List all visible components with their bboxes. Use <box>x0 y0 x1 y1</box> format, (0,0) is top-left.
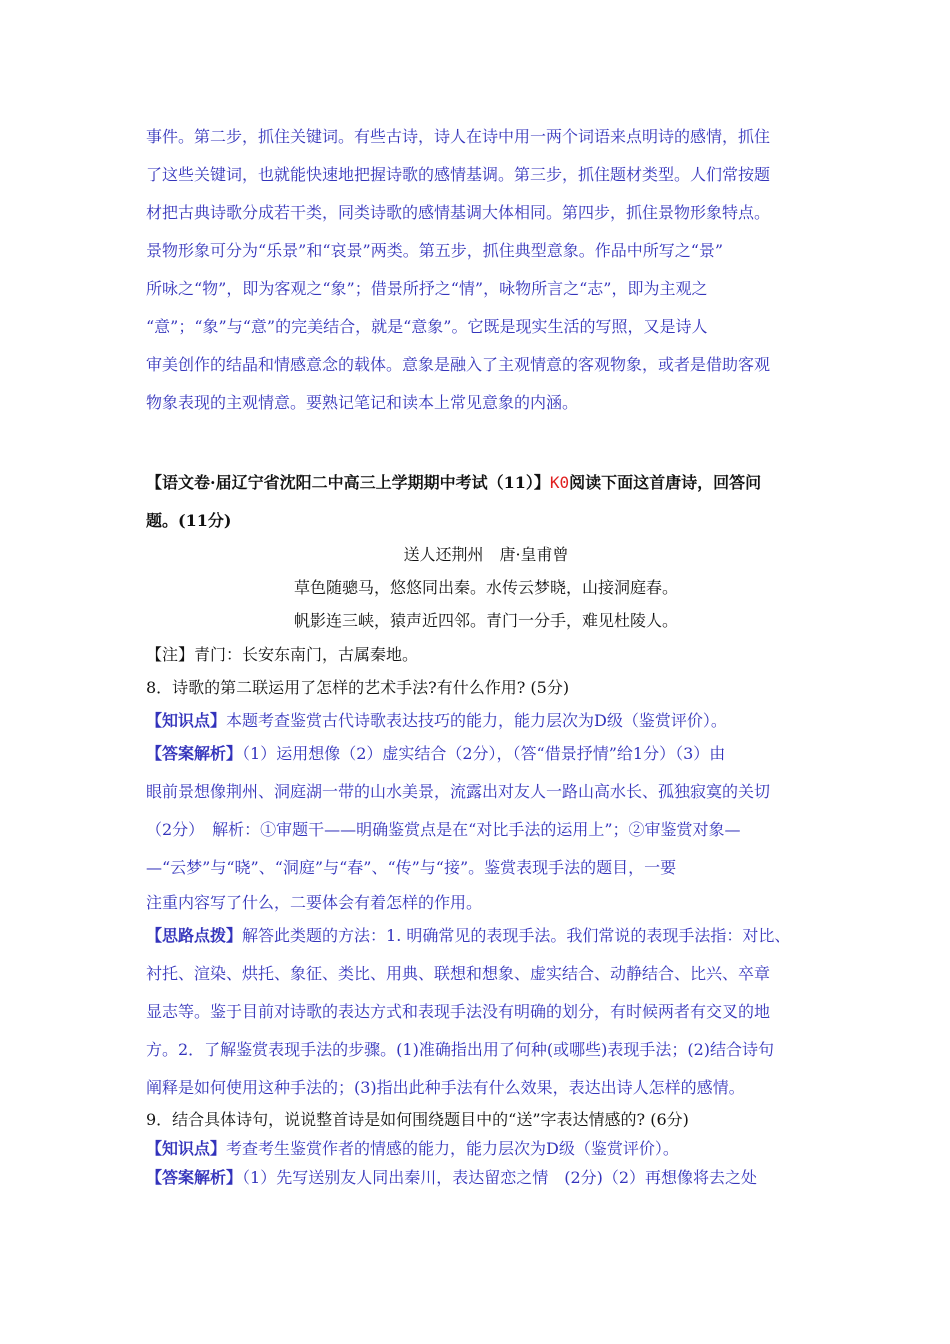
paragraph-line: 物象表现的主观情意。要熟记笔记和读本上常见意象的内涵。 <box>146 393 579 412</box>
poem-note: 【注】青门：长安东南门，古属秦地。 <box>146 645 419 664</box>
paragraph-line: 了这些关键词，也就能快速地把握诗歌的感情基调。第三步，抓住题材类型。人们常按题 <box>146 165 771 184</box>
question-prompt: 阅读下面这首唐诗，回答问 <box>569 473 762 492</box>
q8-tips-line <box>146 926 826 946</box>
q8-tips-line: 衬托、渲染、烘托、象征、类比、用典、联想和想象、虚实结合、动静结合、比兴、卒章 <box>146 964 771 983</box>
knowledge-text: 本题考查鉴赏古代诗歌表达技巧的能力，能力层次为D级（鉴赏评价）。 <box>226 711 727 730</box>
question-prompt-continued: 题。(11分) <box>146 511 232 530</box>
answer-text: （1）先写送别友人同出秦川，表达留恋之情 (2分)（2）再想像将去之处 <box>242 1168 758 1187</box>
poem-title: 送人还荆州 唐·皇甫曾 <box>403 545 569 564</box>
poem-line: 草色随骢马，悠悠同出秦。水传云梦晓，山接洞庭春。 <box>293 578 678 597</box>
q8-answer-line: 注重内容写了什么，二要体会有着怎样的作用。 <box>146 893 483 912</box>
knowledge-label: 【知识点】 <box>146 1139 227 1158</box>
question-source: 【语文卷·届辽宁省沈阳二中高三上学期期中考试（11）】 <box>146 473 550 492</box>
q8-answer-line: —“云梦”与“晓”、“洞庭”与“春”、“传”与“接”。鉴赏表现手法的题目，一要 <box>146 858 677 877</box>
question-9: 9．结合具体诗句，说说整首诗是如何围绕题目中的“送”字表达情感的? (6分) <box>146 1110 689 1129</box>
paragraph-line: 材把古典诗歌分成若干类，同类诗歌的感情基调大体相同。第四步，抓住景物形象特点。 <box>146 203 771 222</box>
paragraph-line: 景物形象可分为“乐景”和“哀景”两类。第五步，抓住典型意象。作品中所写之“景” <box>146 241 724 260</box>
paragraph-line: “意”；“象”与“意”的完美结合，就是“意象”。它既是现实生活的写照，又是诗人 <box>146 317 708 336</box>
q9-knowledge-point <box>146 1139 826 1159</box>
q8-answer-line <box>146 744 826 764</box>
paragraph-line: 所咏之“物”，即为客观之“象”；借景所抒之“情”，咏物所言之“志”，即为主观之 <box>146 279 708 298</box>
q8-knowledge-point <box>146 711 826 731</box>
q8-answer-line: 眼前景想像荆州、洞庭湖一带的山水美景，流露出对友人一路山高水长、孤独寂寞的关切 <box>146 782 771 801</box>
answer-label: 【答案解析】 <box>146 1168 243 1187</box>
q8-tips-line: 显志等。鉴于目前对诗歌的表达方式和表现手法没有明确的划分，有时候两者有交叉的地 <box>146 1002 771 1021</box>
tips-text: 解答此类题的方法：1. 明确常见的表现手法。我们常说的表现手法指：对比、 <box>242 926 791 945</box>
paragraph-line: 事件。第二步，抓住关键词。有些古诗，诗人在诗中用一两个词语来点明诗的感情，抓住 <box>146 127 771 146</box>
knowledge-label: 【知识点】 <box>146 711 227 730</box>
question-header <box>146 473 826 493</box>
tips-label: 【思路点拨】 <box>146 926 243 945</box>
q8-tips-line: 方。2．了解鉴赏表现手法的步骤。(1)准确指出用了何种(或哪些)表现手法；(2)结合诗句 <box>146 1040 774 1059</box>
q9-answer-line <box>146 1168 826 1188</box>
knowledge-text: 考查考生鉴赏作者的情感的能力，能力层次为D级（鉴赏评价）。 <box>226 1139 679 1158</box>
paragraph-line: 审美创作的结晶和情感意念的载体。意象是融入了主观情意的客观物象，或者是借助客观 <box>146 355 771 374</box>
q8-answer-line: （2分） 解析：①审题干——明确鉴赏点是在“对比手法的运用上”；②审鉴赏对象— <box>146 820 741 839</box>
question-8: 8．诗歌的第二联运用了怎样的艺术手法?有什么作用? (5分) <box>146 678 570 697</box>
q8-tips-line: 阐释是如何使用这种手法的；(3)指出此种手法有什么效果，表达出诗人怎样的感情。 <box>146 1078 745 1097</box>
poem-line: 帆影连三峡，猿声近四邻。青门一分手，难见杜陵人。 <box>293 611 678 630</box>
answer-text: （1）运用想像（2）虚实结合（2分），（答“借景抒情”给1分）（3）由 <box>242 744 726 763</box>
answer-label: 【答案解析】 <box>146 744 243 763</box>
question-code: K0 <box>549 473 570 492</box>
